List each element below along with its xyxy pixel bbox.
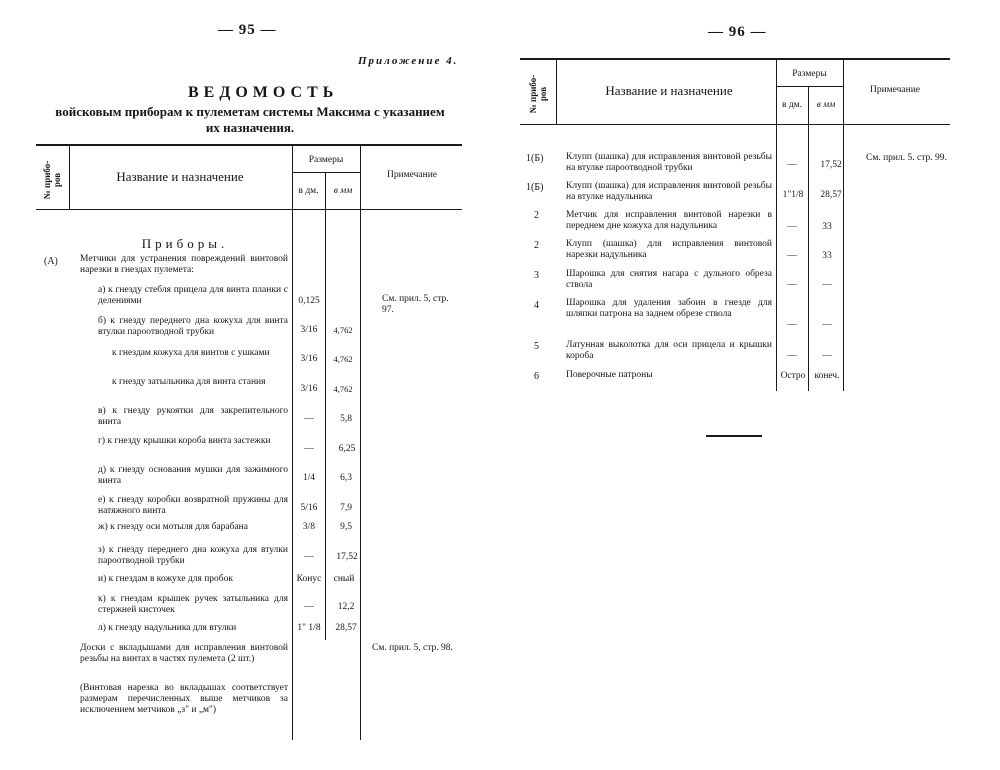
- r-row-1-mm: 17,52: [820, 160, 842, 170]
- row-l-text: л) к гнезду надульника для втулки: [98, 623, 237, 633]
- row-v-mm: 5,8: [340, 414, 352, 424]
- r-row-3-inch: —: [787, 222, 797, 232]
- inch-col-divider: [325, 172, 326, 640]
- r-row-1-text: Клупп (шашка) для исправления винтовой резьбы на втулке пароотводной трубки: [566, 152, 772, 173]
- row-b2-text: к гнездам кожуха для винтов с ушками: [112, 348, 270, 358]
- header-num: № прибо- ров: [528, 74, 548, 114]
- parenthetical-note: (Винтовая нарезка во вкладышах соответствует размерам перечисленных выше метчиков за исключением метчиков „з" и „м"): [80, 683, 288, 715]
- r-row-5-mm: —: [822, 280, 832, 290]
- row-v-inch: —: [304, 414, 314, 424]
- row-a-inch: 0,125: [298, 296, 320, 306]
- r-row-4-num: 2: [534, 240, 539, 251]
- appendix-label: Приложение 4.: [358, 55, 459, 67]
- group-mark: (А): [44, 256, 58, 267]
- row-d-inch: 1/4: [302, 473, 316, 483]
- row-d-mm: 6,3: [340, 473, 352, 483]
- r-row-8-inch: Остро: [780, 371, 806, 381]
- r-row-1-inch: —: [787, 160, 797, 170]
- r-row-7-mm: —: [822, 351, 832, 361]
- end-rule: [706, 435, 762, 437]
- header-name: Название и назначение: [116, 169, 244, 184]
- row-z-inch: —: [304, 552, 314, 562]
- header-bottom-rule: [36, 209, 462, 210]
- row-b-mm: 4,762: [333, 325, 353, 335]
- header-inch: в дм.: [781, 100, 803, 110]
- header-sizes: Размеры: [792, 69, 827, 79]
- r-row-5-text: Шарошка для снятия нагара с дульного обреза ствола: [566, 269, 772, 290]
- row-l-mm: 28,57: [335, 623, 357, 633]
- r-row-6-inch: —: [787, 320, 797, 330]
- r-row-3-text: Метчик для исправления винтовой нарезки в переднем дне кожуха для надульника: [566, 210, 772, 231]
- page-number: — 96 —: [708, 24, 767, 40]
- r-row-6-text: Шарошка для удаления забоин в гнезде для шляпки патрона на заднем обрезе ствола: [566, 298, 772, 319]
- r-row-4-mm: 33: [822, 251, 832, 261]
- document-subtitle: [34, 104, 466, 136]
- r-row-3-num: 2: [534, 210, 539, 221]
- subtitle-line-2: их назначения.: [205, 120, 295, 135]
- row-zh-mm: 9,5: [340, 522, 352, 532]
- r-row-8-num: 6: [534, 371, 539, 382]
- r-row-8-mm: конеч.: [814, 371, 840, 381]
- r-row-7-text: Латунная выколотка для оси прицела и крышки короба: [566, 340, 772, 361]
- row-b3-mm: 4,762: [333, 384, 353, 394]
- r-row-7-inch: —: [787, 351, 797, 361]
- name-col-divider: [292, 144, 293, 740]
- inch-col-divider: [808, 86, 809, 391]
- row-v-text: в) к гнезду рукоятки для закрепительного винта: [98, 406, 288, 427]
- r-row-4-text: Клупп (шашка) для исправления винтовой нарезки надульника: [566, 239, 772, 260]
- row-zh-text: ж) к гнезду оси мотыля для барабана: [98, 522, 248, 532]
- row-b3-inch: 3/16: [300, 384, 318, 394]
- r-row-6-num: 4: [534, 300, 539, 311]
- r-row-5-inch: —: [787, 280, 797, 290]
- boards-note: См. прил. 5, стр. 98.: [372, 643, 453, 653]
- num-col-divider: [69, 144, 70, 210]
- header-note: Примечание: [869, 85, 921, 95]
- header-name: Название и назначение: [605, 83, 733, 98]
- sizes-sub-rule: [292, 172, 360, 173]
- header-note: Примечание: [386, 170, 438, 180]
- r-row-8-text: Поверочные патроны: [566, 370, 653, 380]
- table-top-rule: [520, 58, 950, 60]
- row-b2-inch: 3/16: [300, 354, 318, 364]
- row-z-mm: 17,52: [336, 552, 358, 562]
- mm-col-divider: [360, 144, 361, 740]
- num-col-divider: [556, 58, 557, 125]
- row-k-mm: 12,2: [337, 602, 355, 612]
- row-a-note: См. прил. 5, стр. 97.: [382, 294, 449, 315]
- row-e-inch: 5/16: [300, 503, 318, 513]
- r-row-1-note: См. прил. 5. стр. 99.: [866, 153, 947, 163]
- r-row-4-inch: —: [787, 251, 797, 261]
- document-title: ВЕДОМОСТЬ: [188, 84, 339, 101]
- row-e-mm: 7,9: [340, 503, 352, 513]
- r-row-2-text: Клупп (шашка) для исправления винтовой резьбы на втулке надульника: [566, 181, 772, 202]
- r-row-5-num: 3: [534, 270, 539, 281]
- header-inch: в дм.: [298, 186, 319, 196]
- r-row-2-inch: 1"1/8: [782, 190, 804, 200]
- header-mm: в мм: [333, 186, 353, 196]
- r-row-6-mm: —: [822, 320, 832, 330]
- row-g-text: г) к гнезду крышки короба винта застежки: [98, 436, 271, 446]
- header-sizes: Размеры: [308, 155, 344, 165]
- group-text: Метчики для устранения повреждений винтовой нарезки в гнездах пулемета:: [80, 254, 288, 275]
- row-b-text: б) к гнезду переднего дна кожуха для винта втулки пароотводной трубки: [98, 316, 288, 337]
- sizes-sub-rule: [776, 86, 844, 87]
- section-title: Приборы.: [141, 236, 229, 251]
- row-g-inch: —: [304, 444, 314, 454]
- row-k-inch: —: [304, 602, 314, 612]
- row-a-text: а) к гнезду стебля прицела для винта планки с делениями: [98, 285, 288, 306]
- row-b3-text: к гнезду затыльника для винта стания: [112, 377, 266, 387]
- row-e-text: е) к гнезду коробки возвратной пружины для натяжного винта: [98, 495, 288, 516]
- r-row-2-num: 1(Б): [526, 182, 544, 193]
- r-row-3-mm: 33: [822, 222, 832, 232]
- table-top-rule: [36, 144, 462, 146]
- row-z-text: з) к гнезду переднего дна кожуха для втулки пароотводной трубки: [98, 545, 288, 566]
- row-d-text: д) к гнезду основания мушки для зажимного винта: [98, 465, 288, 486]
- row-i-inch: Конус: [296, 574, 322, 584]
- page-number: — 95 —: [218, 22, 277, 38]
- row-g-mm: 6,25: [338, 444, 356, 454]
- row-b2-mm: 4,762: [333, 354, 353, 364]
- header-mm: в мм: [816, 100, 836, 110]
- r-row-1-num: 1(Б): [526, 153, 544, 164]
- row-zh-inch: 3/8: [302, 522, 316, 532]
- subtitle-line-1: войсковым приборам к пулеметам системы Максима с указанием: [55, 104, 445, 119]
- row-i-mm: сный: [333, 574, 355, 584]
- r-row-7-num: 5: [534, 341, 539, 352]
- header-bottom-rule: [520, 124, 950, 125]
- row-b-inch: 3/16: [300, 325, 318, 335]
- row-k-text: к) к гнездам крышек ручек затыльника для стержней кисточек: [98, 594, 288, 615]
- row-i-text: и) к гнездам в кожухе для пробок: [98, 574, 233, 584]
- r-row-2-mm: 28,57: [820, 190, 842, 200]
- row-l-inch: 1" 1/8: [297, 623, 321, 633]
- header-num: № прибо- ров: [42, 160, 62, 200]
- boards-text: Доски с вкладышами для исправления винтовой резьбы на винтах в частях пулемета (2 шт.): [80, 643, 288, 664]
